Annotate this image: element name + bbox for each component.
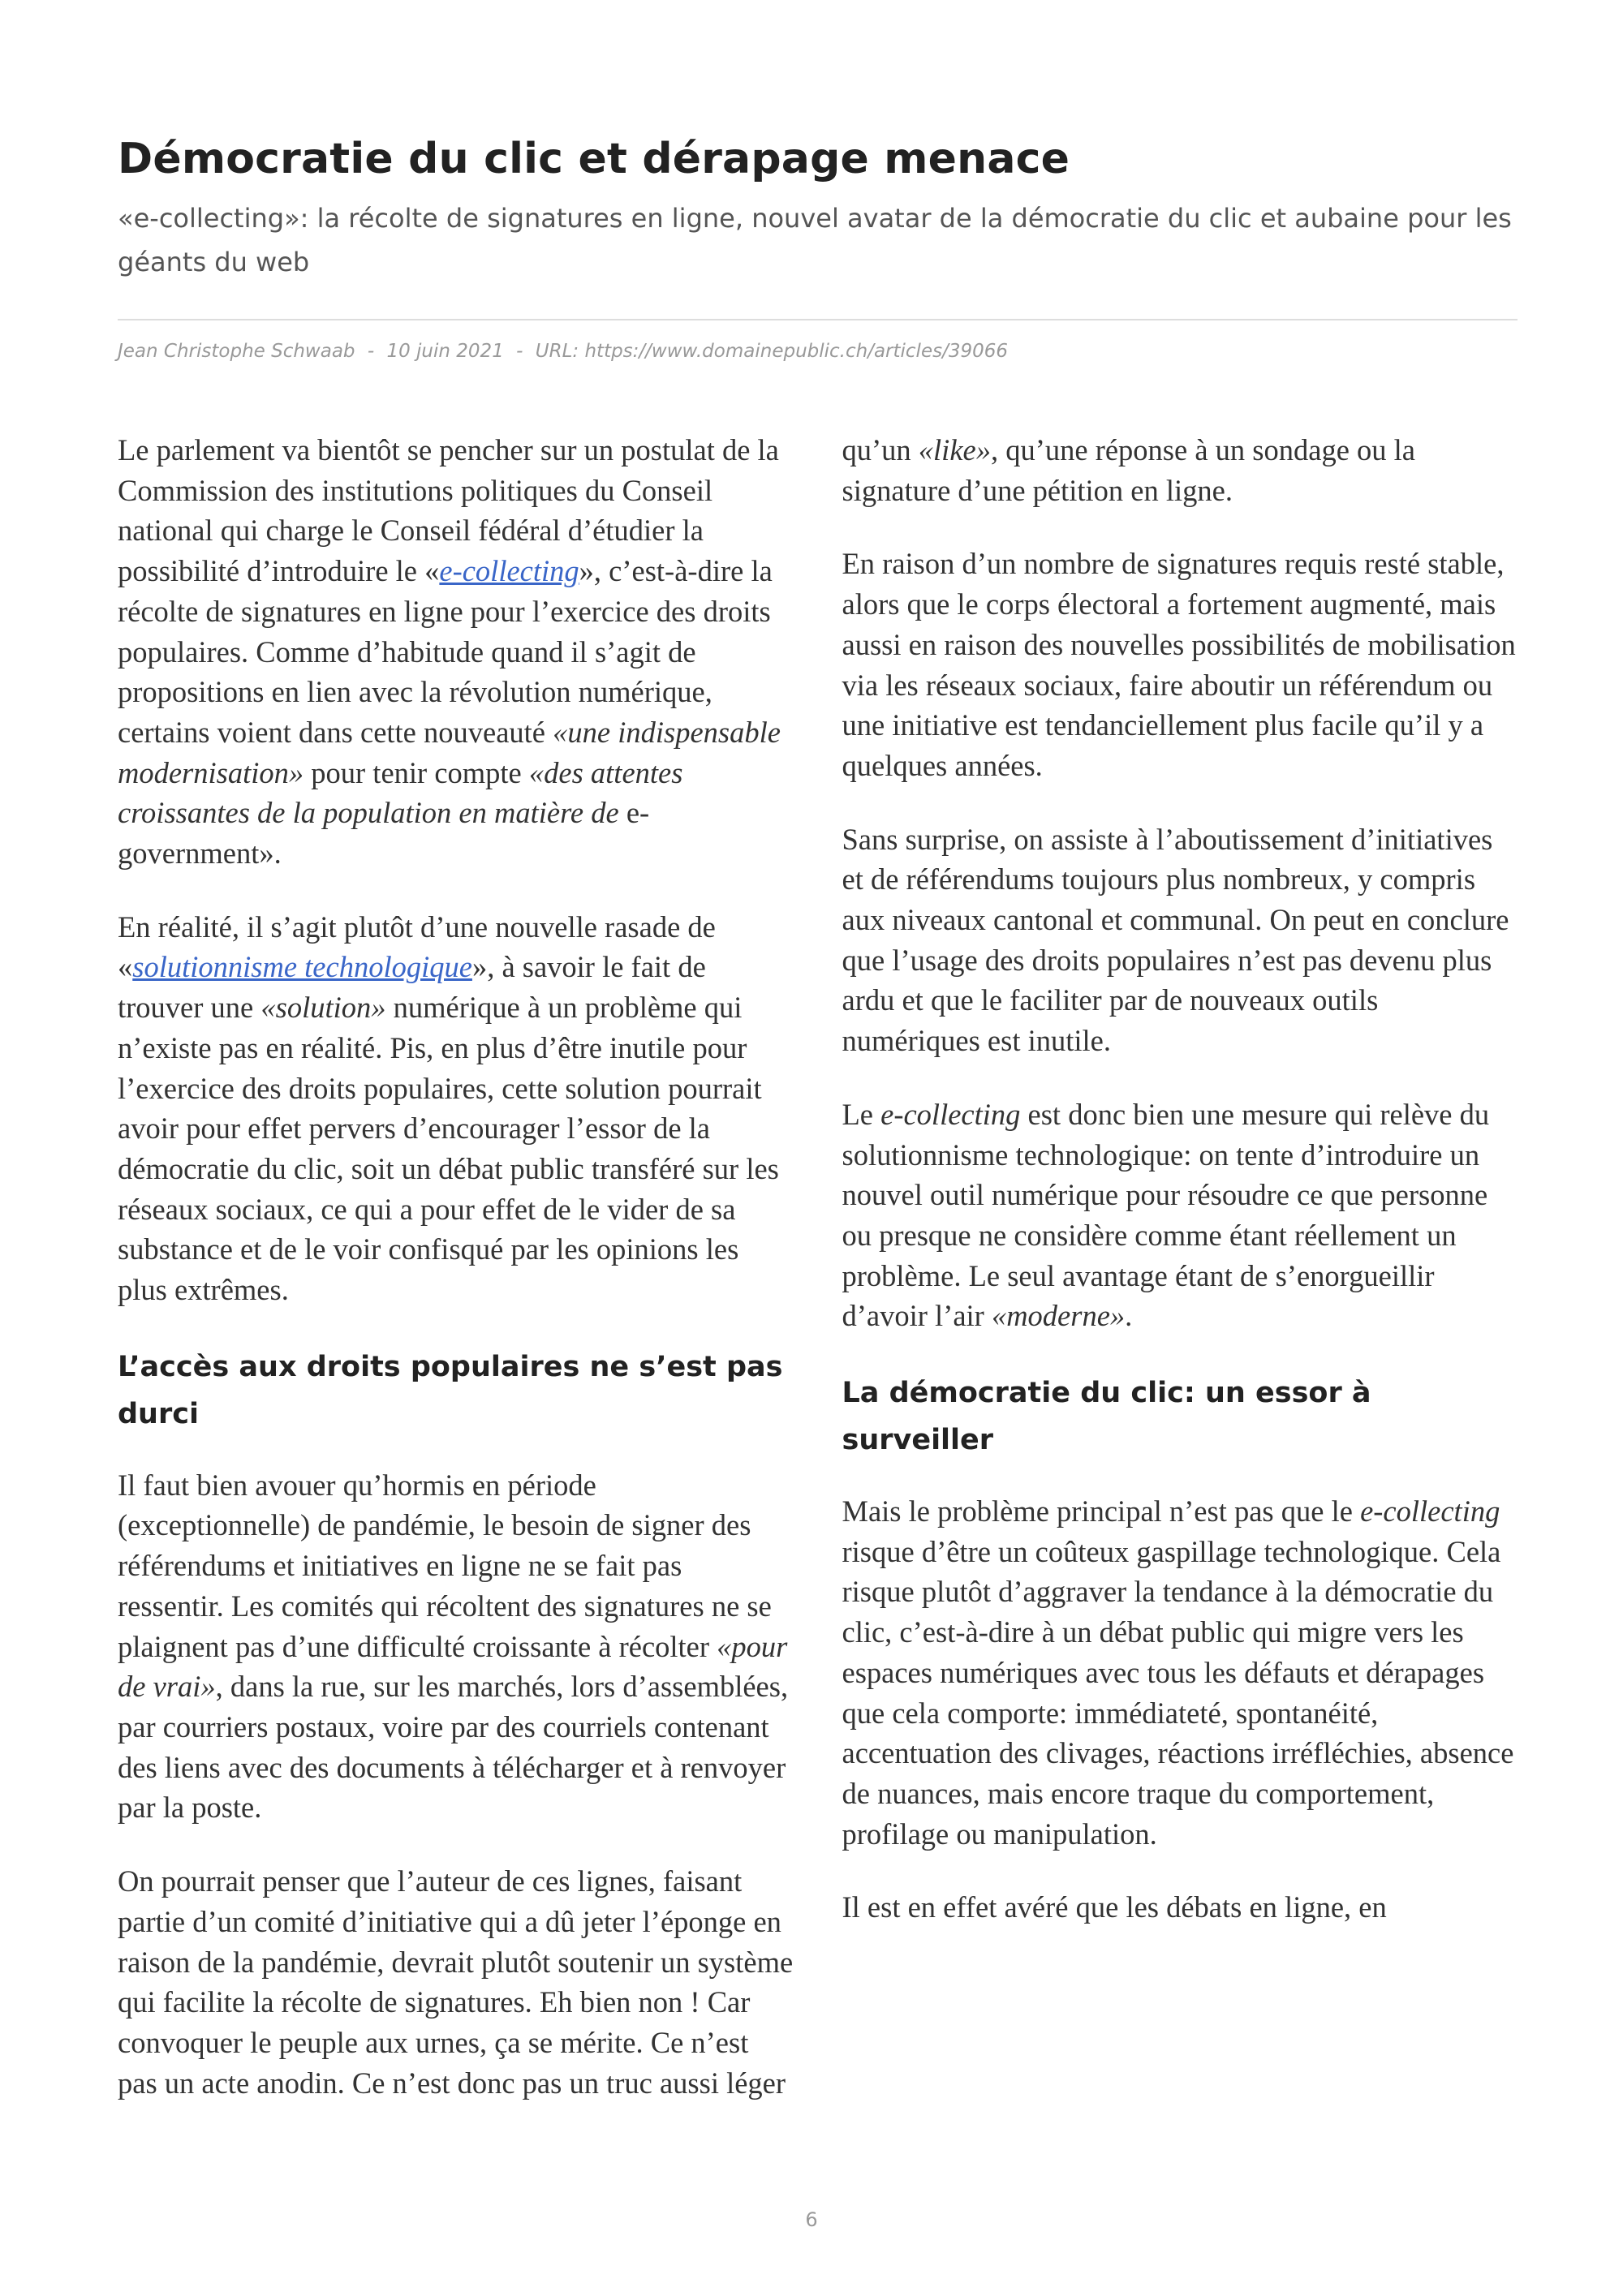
paragraph: Il faut bien avouer qu’hormis en période (exceptionnelle) de pandémie, le besoin de signer des référendums et initiatives en ligne ne se fait pas ressentir. Les comités qui récoltent des signatures ne se plaignent pas d’une difficulté croissante à récolter «pour de vrai», dans la rue, sur les marchés, lors d’assemblées, par courriers postaux, voire par des courriels contenant des liens avec des documents à télécharger et à renvoyer par la poste. xyxy=(118,1468,789,1825)
article-meta xyxy=(118,341,1518,362)
paragraph: En raison d’un nombre de signatures requis resté stable, alors que le corps électoral a fortement augmenté, mais aussi en raison des nouvelles possibilités de mobilisation via les réseaux sociaux, faire aboutir un référendum ou une initiative est tendanciellement plus facile qu’il y a quelques années. xyxy=(842,547,1516,782)
section-heading: L’accès aux droits populaires ne s’est pas durci xyxy=(118,1350,783,1430)
paragraph: Il est en effet avéré que les débats en ligne, en xyxy=(842,1890,1387,1924)
article-subtitle: «e-collecting»: la récolte de signatures en ligne, nouvel avatar de la démocratie du clic et aubaine pour les géants du web xyxy=(118,203,1512,277)
meta-separator: - xyxy=(367,341,375,362)
article-author: Jean Christophe Schwaab xyxy=(118,341,355,362)
e-collecting-link[interactable]: e-collecting xyxy=(439,554,579,588)
paragraph: Le e-collecting est donc bien une mesure qui relève du solutionnisme technologique: on tente d’introduire un nouvel outil numérique pour résoudre ce que personne ou presque ne considère comme étant réellement un problème. Le seul avantage étant de s’enorgueillir d’avoir l’air «moderne». xyxy=(842,1097,1490,1333)
solutionnisme-link[interactable]: solutionnisme technologique xyxy=(132,950,472,984)
article-title: Démocratie du clic et dérapage menace xyxy=(118,135,1070,183)
header-divider xyxy=(118,319,1518,320)
article-url-label: URL: xyxy=(535,341,579,362)
paragraph: On pourrait penser que l’auteur de ces lignes, faisant partie d’un comité d’initiative qui a dû jeter l’éponge en raison de la pandémie, devrait plutôt soutenir un système qui facilite la récolte de signatures. Eh bien non ! Car convoquer le peuple aux urnes, ça se mérite. Ce n’est pas un acte anodin. Ce n’est donc pas un truc aussi léger qu’un «like», qu’une réponse à un sondage ou la signature d’une pétition en ligne. xyxy=(118,433,1415,2100)
section-heading: La démocratie du clic: un essor à surveiller xyxy=(842,1377,1371,1457)
paragraph: En réalité, il s’agit plutôt d’une nouvelle rasade de «solutionnisme technologique», à savoir le fait de trouver une «solution» numérique à un problème qui n’existe pas en réalité. Pis, en plus d’être inutile pour l’exercice des droits populaires, cette solution pourrait avoir pour effet pervers d’encourager l’essor de la démocratie du clic, soit un débat public transféré sur les réseaux sociaux, ce qui a pour effet de le vider de sa substance et de le voir confisqué par les opinions les plus extrêmes. xyxy=(118,909,779,1307)
article-date: 10 juin 2021 xyxy=(386,341,504,362)
page-number: 6 xyxy=(805,2208,818,2231)
paragraph: Mais le problème principal n’est pas que le e-collecting risque d’être un coûteux gaspillage technologique. Cela risque plutôt d’aggraver la tendance à la démocratie du clic, c’est-à-dire à un débat public qui migre vers les espaces numériques avec tous les défauts et dérapages que cela comporte: immédiateté, spontanéité, accentuation des clivages, réactions irréfléchies, absence de nuances, mais encore traque du comportement, profilage ou manipulation. xyxy=(842,1494,1514,1851)
article-url[interactable]: https://www.domainepublic.ch/articles/39066 xyxy=(584,341,1009,362)
paragraph: Sans surprise, on assiste à l’aboutissement d’initiatives et de référendums toujours plus nombreux, y compris aux niveaux cantonal et communal. On peut en conclure que l’usage des droits populaires n’est pas devenu plus ardu et que le faciliter par de nouveaux outils numériques est inutile. xyxy=(842,822,1509,1058)
article-body xyxy=(118,430,1518,2174)
paragraph: Le parlement va bientôt se pencher sur un postulat de la Commission des institutions politiques du Conseil national qui charge le Conseil fédéral d’étudier la possibilité d’introduire le «e-collecting», c’est-à-dire la récolte de signatures en ligne pour l’exercice des droits populaires. Comme d’habitude quand il s’agit de propositions en lien avec la révolution numérique, certains voient dans cette nouveauté «une indispensable modernisation» pour tenir compte «des attentes croissantes de la population en matière de e-government». xyxy=(118,433,781,871)
meta-separator: - xyxy=(516,341,523,362)
article-header xyxy=(118,130,1518,284)
